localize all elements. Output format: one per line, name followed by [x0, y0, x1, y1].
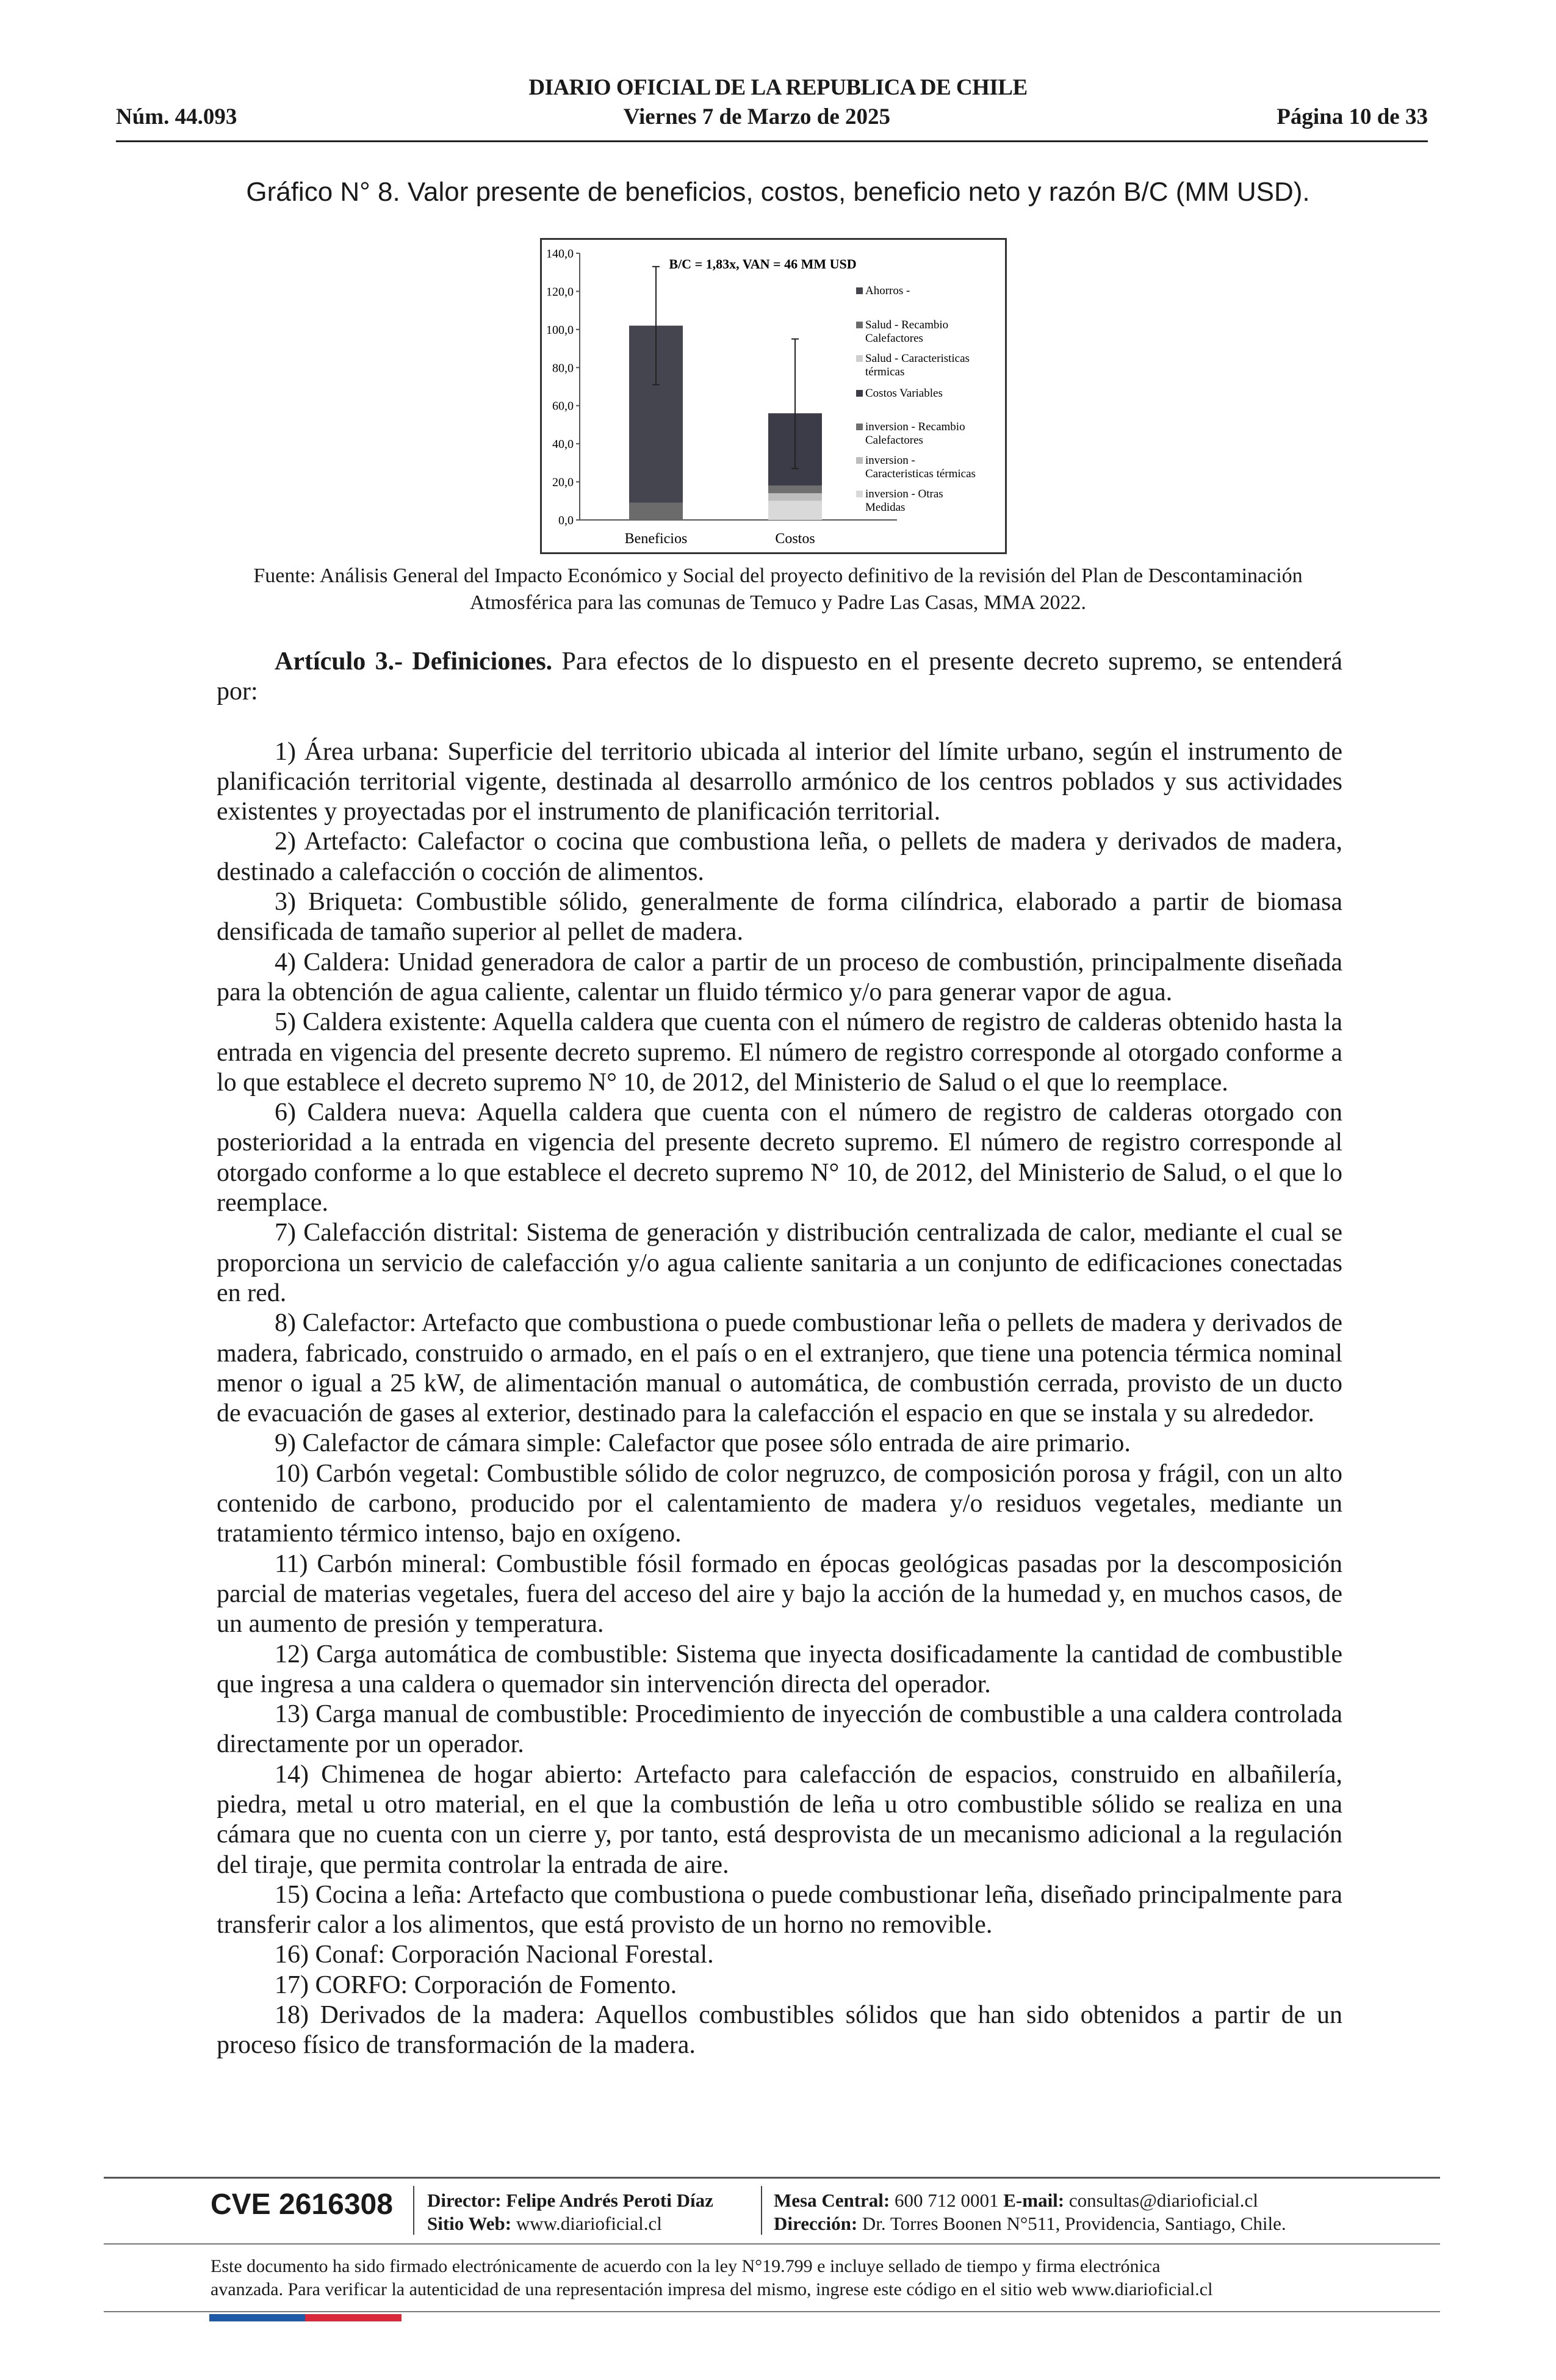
legend-label: Salud - Recambio Calefactores	[865, 319, 949, 345]
definition-item: 13) Carga manual de combustible: Procedimiento de inyección de combustible a una caldera controlada directamente por un operador.	[217, 1700, 1342, 1759]
legend-label: inversion -Caracteristicas térmicas	[865, 454, 976, 480]
mesa-phone: 600 712 0001	[895, 2190, 999, 2211]
definition-item: 12) Carga automática de combustible: Sistema que inyecta dosificadamente la cantidad de combustible que ingresa a una caldera o quemador sin intervención directa del operador.	[217, 1640, 1342, 1698]
footer-separator-2	[761, 2186, 762, 2235]
y-tick-label: 80,0	[552, 361, 574, 375]
definition-item: 6) Caldera nueva: Aquella caldera que cuenta con el número de registro de calderas otorgado con posterioridad a la entrada en vigencia del presente decreto supremo. El número de registro corresponde al otorgado conforme a lo que establece el decreto supremo N° 10, de 2012, del Ministerio de Salud, o el que lo reemplace.	[217, 1098, 1342, 1217]
legal-notice	[211, 2255, 1370, 2301]
definition-item: 2) Artefacto: Calefactor o cocina que combustiona leña, o pellets de madera y derivados de madera, destinado a calefacción o cocción de alimentos.	[217, 828, 1342, 886]
footer-divider-bottom	[104, 2311, 1440, 2312]
address-text: Dr. Torres Boonen N°511, Providencia, Santiago, Chile.	[862, 2213, 1286, 2234]
legend-label: inversion - Otras Medidas	[865, 488, 943, 514]
x-tick-label: Costos	[775, 531, 815, 547]
chart	[540, 238, 1007, 554]
article-heading	[217, 647, 1342, 707]
footer-divider-top	[104, 2177, 1440, 2179]
definition-item: 17) CORFO: Corporación de Fomento.	[275, 1971, 677, 1999]
definition-item: 3) Briqueta: Combustible sólido, generalmente de forma cilíndrica, elaborado a partir de biomasa densificada de tamaño superior al pellet de madera.	[217, 888, 1342, 947]
legal-line-2: avanzada. Para verificar la autenticidad de una representación impresa del mismo, ingrese este código en el sitio web www.diarioficial.cl	[211, 2279, 1213, 2299]
footer-divider-middle	[104, 2243, 1440, 2245]
definition-item: 11) Carbón mineral: Combustible fósil formado en épocas geológicas pasadas por la descomposición parcial de materias vegetales, fuera del acceso del aire y bajo la acción de la humedad y, en muchos casos, de un aumento de presión y temperatura.	[217, 1549, 1342, 1639]
y-tick-label: 140,0	[546, 247, 574, 261]
header-row	[116, 104, 1428, 130]
legal-line-1: Este documento ha sido firmado electrónicamente de acuerdo con la ley N°19.799 e incluye sellado de tiempo y firma electrónica	[211, 2256, 1161, 2276]
cve-code: CVE 2616308	[211, 2188, 393, 2221]
director-name: Felipe Andrés Peroti Díaz	[506, 2190, 713, 2211]
email-link[interactable]: consultas@diarioficial.cl	[1068, 2190, 1258, 2211]
director-label: Director:	[427, 2190, 502, 2211]
footer-director-block	[427, 2189, 713, 2235]
article-intro: Para efectos de lo dispuesto en el presente decreto supremo, se entenderá por:	[217, 647, 1343, 706]
legend-swatch	[856, 424, 863, 430]
y-tick-label: 0,0	[558, 514, 574, 527]
legend-swatch	[856, 287, 863, 294]
legend-label: Salud - Caracteristicas térmicas	[865, 352, 970, 378]
x-tick-label: Beneficios	[624, 531, 688, 547]
figure-title: Gráfico N° 8. Valor presente de beneficios, costos, beneficio neto y razón B/C (MM USD).	[246, 177, 1310, 207]
publication-title: DIARIO OFICIAL DE LA REPUBLICA DE CHILE	[528, 75, 1028, 100]
y-tick-label: 100,0	[546, 323, 574, 337]
legend-label: Costos Variables	[865, 387, 943, 400]
site-label: Sitio Web:	[427, 2213, 512, 2234]
footer-contact-block	[774, 2189, 1286, 2235]
legend-label: Ahorros -	[865, 284, 910, 297]
figure-source: Fuente: Análisis General del Impacto Económico y Social del proyecto definitivo de la revisión del Plan de Descontaminación Atmosférica para las comunas de Temuco y Padre Las Casas, MMA 2022.	[253, 564, 1303, 614]
email-label: E-mail:	[1003, 2190, 1065, 2211]
definition-item: 18) Derivados de la madera: Aquellos combustibles sólidos que han sido obtenidos a partir de un proceso físico de transformación de la madera.	[217, 2001, 1342, 2060]
definitions-list	[217, 737, 1342, 2061]
definition-item: 1) Área urbana: Superficie del territorio ubicada al interior del límite urbano, según el instrumento de planificación territorial vigente, destinada al desarrollo armónico de los centros poblados y sus actividades existentes y proyectadas por el instrumento de planificación territorial.	[217, 737, 1342, 826]
y-tick-label: 40,0	[552, 438, 574, 452]
footer-separator-1	[413, 2186, 414, 2235]
issue-number: Núm. 44.093	[116, 104, 237, 129]
flag-stripe-blue	[209, 2314, 305, 2321]
legend-label: inversion - Recambio Calefactores	[865, 420, 965, 447]
legend-swatch	[856, 322, 863, 328]
definition-item: 14) Chimenea de hogar abierto: Artefacto para calefacción de espacios, construido en albañilería, piedra, metal u otro material, en el que la combustión de leña u otro combustible sólido se realiza en una cámara que no cuenta con un cierre y, por tanto, está desprovista de un mecanismo adicional a la regulación del tiraje, que permita controlar la entrada de aire.	[217, 1760, 1342, 1879]
issue-date: Viernes 7 de Marzo de 2025	[623, 104, 891, 129]
legend-swatch	[856, 457, 863, 464]
definition-item: 15) Cocina a leña: Artefacto que combustiona o puede combustionar leña, diseñado principalmente para transferir calor a los alimentos, que está provisto de un horno no removible.	[217, 1880, 1342, 1939]
flag-stripe-red	[305, 2314, 402, 2321]
definition-item: 9) Calefactor de cámara simple: Calefactor que posee sólo entrada de aire primario.	[275, 1429, 1131, 1458]
bar-segment	[768, 493, 822, 500]
definition-item: 10) Carbón vegetal: Combustible sólido de color negruzco, de composición porosa y frágil, con un alto contenido de carbono, producido por el calentamiento de madera y/o residuos vegetales, mediante un tratamiento térmico intenso, bajo en oxígeno.	[217, 1459, 1342, 1548]
article-body	[217, 647, 1342, 2061]
definition-item: 4) Caldera: Unidad generadora de calor a partir de un proceso de combustión, principalmente diseñada para la obtención de agua caliente, calentar un fluido térmico y/o para generar vapor de agua.	[217, 948, 1342, 1006]
bar-segment	[768, 501, 822, 520]
y-tick-label: 20,0	[552, 475, 574, 489]
address-label: Dirección:	[774, 2213, 858, 2234]
bar-segment	[768, 486, 822, 493]
legend-swatch	[856, 390, 863, 397]
definition-item: 8) Calefactor: Artefacto que combustiona o puede combustionar leña o pellets de madera y derivados de madera, fabricado, construido o armado, en el país o en el extranjero, que tiene una potencia térmica nominal menor o igual a 25 kW, de alimentación manual o automática, de combustión cerrada, provisto de un ducto de evacuación de gases al exterior, destinado para la calefacción el espacio en que se instala y su alrededor.	[217, 1309, 1342, 1428]
bar-segment	[629, 503, 683, 520]
y-tick-label: 60,0	[552, 399, 574, 413]
definition-item: 5) Caldera existente: Aquella caldera que cuenta con el número de registro de calderas obtenido hasta la entrada en vigencia del presente decreto supremo. El número de registro corresponde al otorgado conforme a lo que establece el decreto supremo N° 10, de 2012, del Ministerio de Salud o el que lo reemplace.	[217, 1008, 1342, 1097]
definition-item: 7) Calefacción distrital: Sistema de generación y distribución centralizada de calor, mediante el cual se proporciona un servicio de calefacción y/o agua caliente sanitaria a un conjunto de edificaciones conectadas en red.	[217, 1219, 1342, 1307]
y-tick-label: 120,0	[546, 285, 574, 299]
legend-swatch	[856, 355, 863, 362]
site-link[interactable]: www.diarioficial.cl	[516, 2213, 662, 2234]
header-divider	[116, 140, 1428, 142]
definition-item: 16) Conaf: Corporación Nacional Forestal.	[275, 1941, 714, 1969]
article-title: Artículo 3.- Definiciones.	[275, 647, 553, 676]
mesa-label: Mesa Central:	[774, 2190, 890, 2211]
page-number: Página 10 de 33	[1277, 104, 1428, 129]
legend-swatch	[856, 491, 863, 497]
chart-title: B/C = 1,83x, VAN = 46 MM USD	[669, 256, 857, 272]
